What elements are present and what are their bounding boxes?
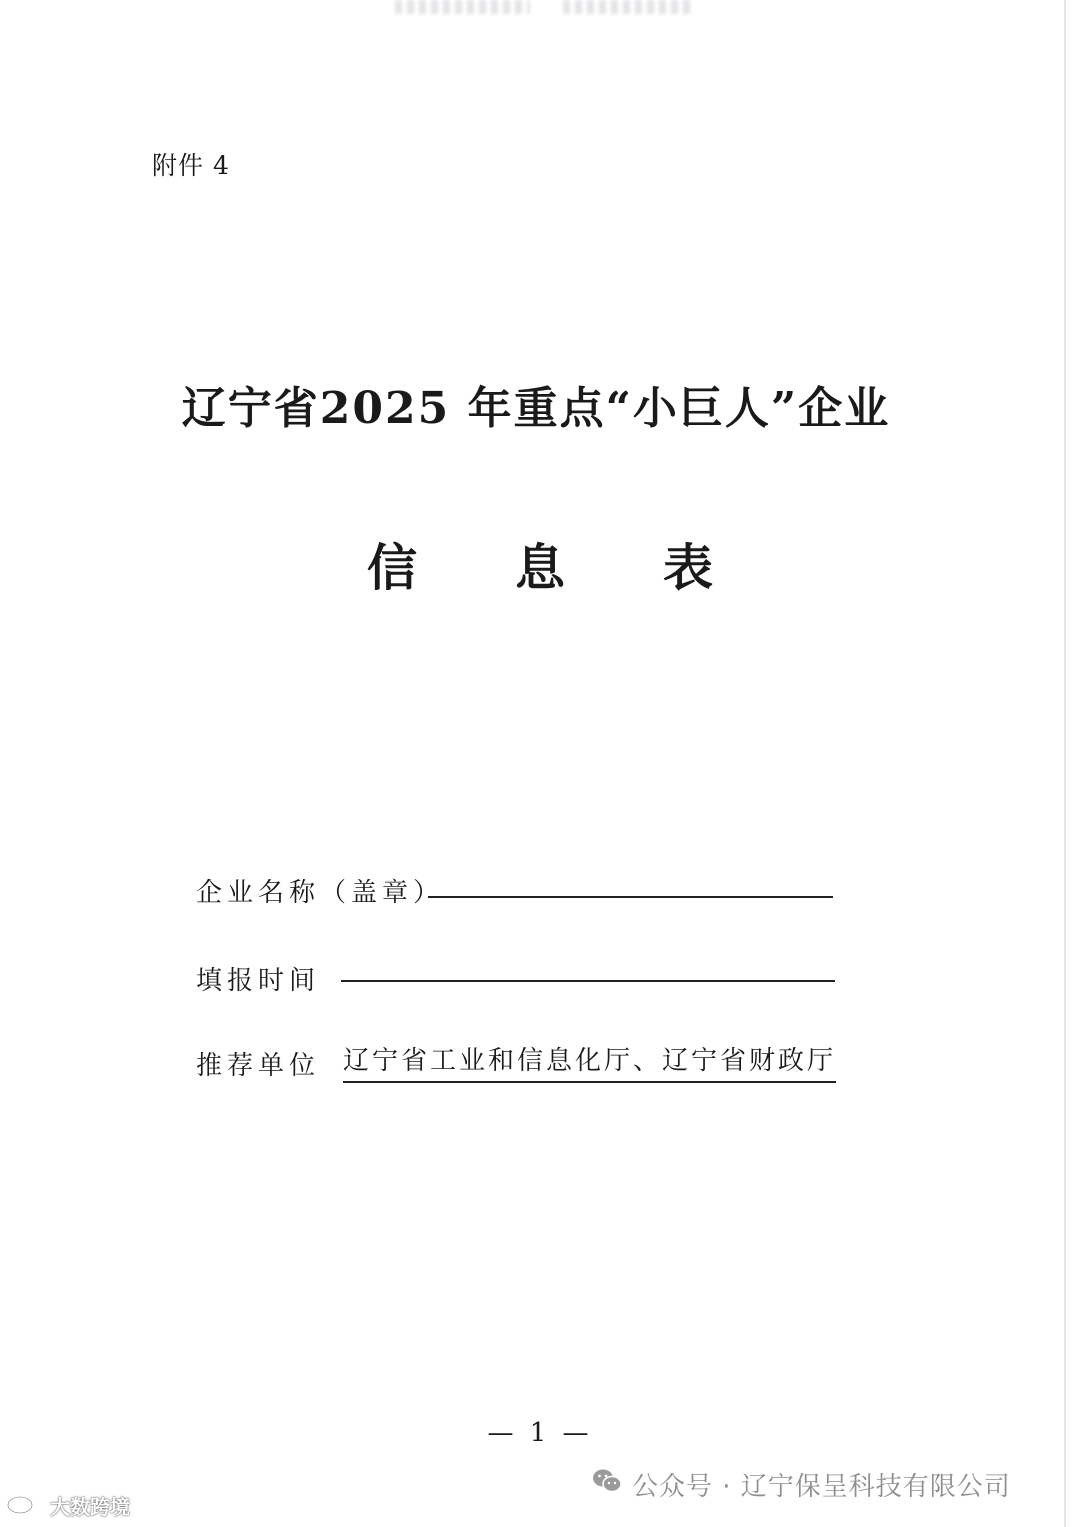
recommender-row xyxy=(196,1040,846,1080)
page-number: — 1 — xyxy=(487,1418,593,1448)
document-title: 辽宁省2025 年重点“小巨人”企业 xyxy=(181,383,891,434)
document-subtitle: 信息表 xyxy=(367,538,811,597)
recommender-value: 辽宁省工业和信息化厅、辽宁省财政厅 xyxy=(343,1040,836,1083)
page-edge xyxy=(1064,0,1066,1527)
wechat-watermark xyxy=(592,1466,1011,1503)
company-name-field[interactable] xyxy=(428,896,833,898)
recommender-label: 推荐单位 xyxy=(196,1051,321,1081)
wechat-icon xyxy=(592,1468,622,1501)
weibo-watermark xyxy=(6,1491,130,1520)
fill-date-label: 填报时间 xyxy=(196,966,321,996)
fill-date-field[interactable] xyxy=(341,980,835,982)
attachment-label: 附件 4 xyxy=(152,151,230,180)
scan-bleed-through xyxy=(395,0,695,14)
weibo-icon xyxy=(6,1491,44,1520)
wechat-watermark-text: 公众号 · 辽宁保呈科技有限公司 xyxy=(632,1472,1011,1502)
weibo-watermark-text: 大数跨境 xyxy=(50,1495,130,1519)
fill-date-row xyxy=(196,960,836,1000)
company-name-label: 企业名称（盖章） xyxy=(196,878,445,908)
company-name-row xyxy=(196,872,836,912)
